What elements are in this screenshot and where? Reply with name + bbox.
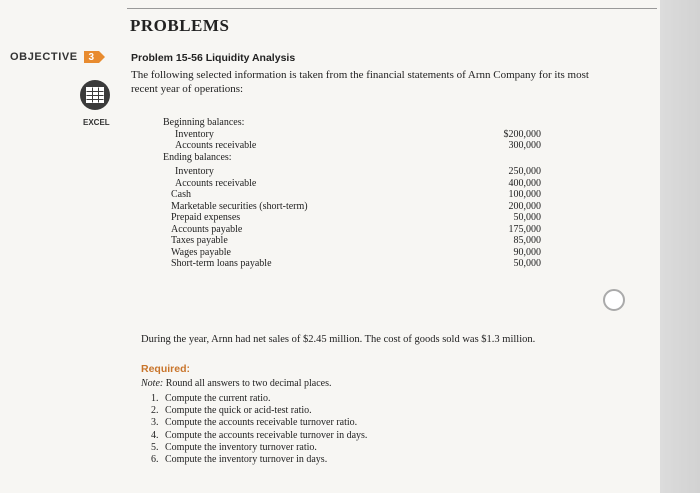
list-item: 4. Compute the accounts receivable turnover in days. (151, 429, 368, 441)
list-item: 3. Compute the accounts receivable turnover ratio. (151, 417, 358, 429)
spreadsheet-icon (80, 80, 110, 110)
table-row: Short-term loans payable 50,000 (171, 258, 541, 269)
excel-label: EXCEL (83, 118, 110, 127)
table-row: Taxes payable 85,000 (171, 235, 541, 246)
objective-marker (10, 51, 99, 63)
list-item: 6. Compute the inventory turnover in days. (151, 454, 328, 466)
table-row: Wages payable 90,000 (171, 246, 541, 258)
list-item: 5. Compute the inventory turnover ratio. (151, 441, 317, 453)
table-row: Prepaid expenses 50,000 (171, 212, 541, 223)
requirements-list (151, 393, 367, 466)
section-heading: Beginning balances: (163, 117, 245, 128)
page-title: PROBLEMS (130, 16, 230, 35)
top-rule (127, 8, 657, 9)
table-row: Accounts receivable 300,000 (175, 140, 541, 151)
table-row: Inventory 250,000 (175, 166, 541, 177)
list-item: 1. Compute the current ratio. (151, 393, 271, 404)
table-row: Accounts payable 175,000 (171, 223, 541, 235)
section-heading: Ending balances: (163, 151, 232, 163)
list-item: 2. Compute the quick or acid-test ratio. (151, 405, 312, 417)
answer-radio-button[interactable] (603, 289, 625, 311)
sales-info-text: During the year, Arnn had net sales of $2.45 million. The cost of goods sold was $1.3 million. (141, 334, 536, 345)
page-edge-shadow (660, 0, 700, 493)
financial-data-table (163, 117, 553, 270)
rounding-note: Note: Round all answers to two decimal places. (141, 378, 332, 389)
table-row: Accounts receivable 400,000 (175, 177, 541, 189)
objective-number-badge: 3 (84, 51, 99, 63)
problem-heading: Problem 15-56 Liquidity Analysis (131, 52, 296, 64)
table-row: Inventory $200,000 (175, 128, 541, 140)
problem-intro: The following selected information is taken from the financial statements of Arnn Company for its most recent year of operations: (131, 69, 589, 95)
objective-label: OBJECTIVE (10, 51, 78, 63)
table-row: Marketable securities (short-term) 200,000 (171, 200, 541, 212)
required-heading: Required: (141, 363, 191, 375)
table-row: Cash 100,000 (171, 189, 541, 200)
